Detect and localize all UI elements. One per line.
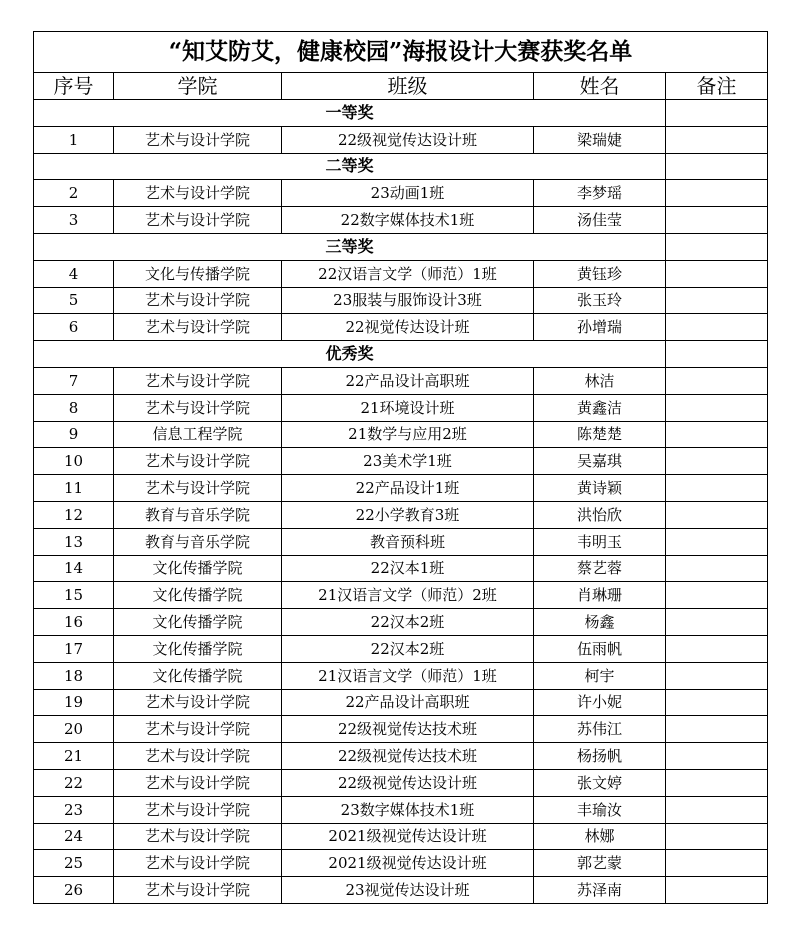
table-row: [34, 394, 768, 421]
section-label: 二等奖: [34, 153, 666, 180]
cell-note: [666, 689, 768, 716]
table-row: [34, 582, 768, 609]
cell-name: 苏泽南: [534, 877, 666, 904]
section-note-cell: [666, 233, 768, 260]
cell-class: 22小学教育3班: [282, 501, 534, 528]
cell-note: [666, 260, 768, 287]
cell-college: 艺术与设计学院: [114, 769, 282, 796]
cell-class: 23美术学1班: [282, 448, 534, 475]
header-row: [34, 73, 768, 100]
cell-college: 文化传播学院: [114, 662, 282, 689]
table-row: [34, 743, 768, 770]
cell-no: 8: [34, 394, 114, 421]
section-row: [34, 153, 768, 180]
cell-college: 艺术与设计学院: [114, 448, 282, 475]
cell-name: 汤佳莹: [534, 207, 666, 234]
cell-name: 苏伟江: [534, 716, 666, 743]
table-row: [34, 555, 768, 582]
cell-college: 艺术与设计学院: [114, 180, 282, 207]
cell-note: [666, 287, 768, 314]
cell-note: [666, 394, 768, 421]
cell-class: 23数字媒体技术1班: [282, 796, 534, 823]
cell-name: 柯宇: [534, 662, 666, 689]
cell-college: 文化传播学院: [114, 555, 282, 582]
cell-name: 杨鑫: [534, 609, 666, 636]
cell-no: 11: [34, 475, 114, 502]
cell-name: 张玉玲: [534, 287, 666, 314]
cell-no: 10: [34, 448, 114, 475]
cell-note: [666, 475, 768, 502]
cell-college: 艺术与设计学院: [114, 367, 282, 394]
cell-no: 1: [34, 126, 114, 153]
cell-no: 19: [34, 689, 114, 716]
cell-class: 22级视觉传达技术班: [282, 716, 534, 743]
cell-name: 丰瑜汝: [534, 796, 666, 823]
cell-class: 21数学与应用2班: [282, 421, 534, 448]
cell-no: 4: [34, 260, 114, 287]
cell-name: 吴嘉琪: [534, 448, 666, 475]
cell-no: 25: [34, 850, 114, 877]
cell-no: 23: [34, 796, 114, 823]
cell-note: [666, 582, 768, 609]
section-label: 一等奖: [34, 100, 666, 127]
cell-note: [666, 877, 768, 904]
cell-note: [666, 743, 768, 770]
cell-name: 蔡艺蓉: [534, 555, 666, 582]
cell-no: 21: [34, 743, 114, 770]
section-note-cell: [666, 153, 768, 180]
cell-class: 22级视觉传达设计班: [282, 126, 534, 153]
cell-name: 杨扬帆: [534, 743, 666, 770]
table-row: [34, 635, 768, 662]
cell-name: 伍雨帆: [534, 635, 666, 662]
cell-college: 文化与传播学院: [114, 260, 282, 287]
cell-college: 艺术与设计学院: [114, 475, 282, 502]
cell-class: 22级视觉传达设计班: [282, 769, 534, 796]
cell-college: 艺术与设计学院: [114, 823, 282, 850]
cell-no: 5: [34, 287, 114, 314]
cell-class: 2021级视觉传达设计班: [282, 823, 534, 850]
cell-no: 16: [34, 609, 114, 636]
header-note: 备注: [666, 73, 768, 100]
cell-college: 艺术与设计学院: [114, 314, 282, 341]
cell-no: 3: [34, 207, 114, 234]
cell-no: 7: [34, 367, 114, 394]
cell-no: 26: [34, 877, 114, 904]
cell-college: 艺术与设计学院: [114, 743, 282, 770]
cell-name: 黄诗颖: [534, 475, 666, 502]
cell-name: 孙增瑞: [534, 314, 666, 341]
cell-class: 22产品设计高职班: [282, 367, 534, 394]
cell-note: [666, 662, 768, 689]
cell-no: 9: [34, 421, 114, 448]
cell-college: 文化传播学院: [114, 609, 282, 636]
cell-college: 艺术与设计学院: [114, 207, 282, 234]
cell-class: 教音预科班: [282, 528, 534, 555]
cell-name: 许小妮: [534, 689, 666, 716]
table-row: [34, 180, 768, 207]
cell-class: 21汉语言文学（师范）1班: [282, 662, 534, 689]
table-row: [34, 421, 768, 448]
document-title: “知艾防艾，健康校园”海报设计大赛获奖名单: [34, 32, 768, 73]
cell-college: 艺术与设计学院: [114, 850, 282, 877]
cell-college: 艺术与设计学院: [114, 716, 282, 743]
award-table-body: [34, 32, 768, 904]
award-table: [33, 31, 768, 904]
cell-college: 文化传播学院: [114, 582, 282, 609]
cell-note: [666, 207, 768, 234]
cell-note: [666, 796, 768, 823]
cell-name: 陈楚楚: [534, 421, 666, 448]
cell-note: [666, 501, 768, 528]
cell-name: 韦明玉: [534, 528, 666, 555]
cell-no: 13: [34, 528, 114, 555]
cell-no: 12: [34, 501, 114, 528]
cell-class: 2021级视觉传达设计班: [282, 850, 534, 877]
cell-class: 22视觉传达设计班: [282, 314, 534, 341]
cell-name: 林洁: [534, 367, 666, 394]
cell-class: 23动画1班: [282, 180, 534, 207]
cell-college: 艺术与设计学院: [114, 287, 282, 314]
cell-class: 21汉语言文学（师范）2班: [282, 582, 534, 609]
cell-name: 洪怡欣: [534, 501, 666, 528]
cell-note: [666, 367, 768, 394]
section-row: [34, 100, 768, 127]
cell-college: 艺术与设计学院: [114, 394, 282, 421]
table-row: [34, 716, 768, 743]
cell-class: 22汉本1班: [282, 555, 534, 582]
cell-class: 22数字媒体技术1班: [282, 207, 534, 234]
cell-note: [666, 716, 768, 743]
header-no: 序号: [34, 73, 114, 100]
cell-note: [666, 421, 768, 448]
table-row: [34, 314, 768, 341]
table-row: [34, 796, 768, 823]
table-row: [34, 850, 768, 877]
header-name: 姓名: [534, 73, 666, 100]
cell-name: 黄钰珍: [534, 260, 666, 287]
cell-name: 梁瑞婕: [534, 126, 666, 153]
table-row: [34, 823, 768, 850]
cell-name: 林娜: [534, 823, 666, 850]
award-list-document: [33, 31, 767, 904]
cell-class: 22产品设计高职班: [282, 689, 534, 716]
cell-no: 24: [34, 823, 114, 850]
cell-class: 22汉本2班: [282, 635, 534, 662]
table-row: [34, 475, 768, 502]
cell-no: 17: [34, 635, 114, 662]
cell-note: [666, 126, 768, 153]
section-row: [34, 233, 768, 260]
section-note-cell: [666, 341, 768, 368]
cell-class: 22产品设计1班: [282, 475, 534, 502]
table-row: [34, 367, 768, 394]
cell-no: 14: [34, 555, 114, 582]
cell-college: 信息工程学院: [114, 421, 282, 448]
table-row: [34, 207, 768, 234]
table-row: [34, 448, 768, 475]
cell-note: [666, 448, 768, 475]
cell-college: 教育与音乐学院: [114, 501, 282, 528]
cell-class: 23服装与服饰设计3班: [282, 287, 534, 314]
table-row: [34, 877, 768, 904]
cell-college: 教育与音乐学院: [114, 528, 282, 555]
table-row: [34, 662, 768, 689]
cell-note: [666, 528, 768, 555]
table-row: [34, 769, 768, 796]
header-college: 学院: [114, 73, 282, 100]
cell-class: 22汉语言文学（师范）1班: [282, 260, 534, 287]
table-row: [34, 689, 768, 716]
cell-note: [666, 314, 768, 341]
cell-college: 艺术与设计学院: [114, 796, 282, 823]
table-row: [34, 287, 768, 314]
cell-note: [666, 609, 768, 636]
cell-class: 21环境设计班: [282, 394, 534, 421]
section-note-cell: [666, 100, 768, 127]
cell-name: 黄鑫洁: [534, 394, 666, 421]
cell-class: 23视觉传达设计班: [282, 877, 534, 904]
table-row: [34, 260, 768, 287]
cell-note: [666, 823, 768, 850]
cell-name: 张文婷: [534, 769, 666, 796]
cell-no: 18: [34, 662, 114, 689]
table-row: [34, 126, 768, 153]
cell-class: 22级视觉传达技术班: [282, 743, 534, 770]
cell-name: 李梦瑶: [534, 180, 666, 207]
cell-note: [666, 635, 768, 662]
table-row: [34, 609, 768, 636]
cell-note: [666, 555, 768, 582]
cell-note: [666, 850, 768, 877]
cell-college: 艺术与设计学院: [114, 126, 282, 153]
cell-no: 15: [34, 582, 114, 609]
cell-class: 22汉本2班: [282, 609, 534, 636]
cell-name: 肖琳珊: [534, 582, 666, 609]
section-label: 三等奖: [34, 233, 666, 260]
cell-college: 文化传播学院: [114, 635, 282, 662]
cell-no: 2: [34, 180, 114, 207]
cell-no: 6: [34, 314, 114, 341]
cell-college: 艺术与设计学院: [114, 689, 282, 716]
cell-name: 郭艺蒙: [534, 850, 666, 877]
cell-no: 20: [34, 716, 114, 743]
cell-note: [666, 180, 768, 207]
section-label: 优秀奖: [34, 341, 666, 368]
section-row: [34, 341, 768, 368]
table-row: [34, 528, 768, 555]
header-class: 班级: [282, 73, 534, 100]
cell-no: 22: [34, 769, 114, 796]
title-row: [34, 32, 768, 73]
cell-note: [666, 769, 768, 796]
cell-college: 艺术与设计学院: [114, 877, 282, 904]
table-row: [34, 501, 768, 528]
